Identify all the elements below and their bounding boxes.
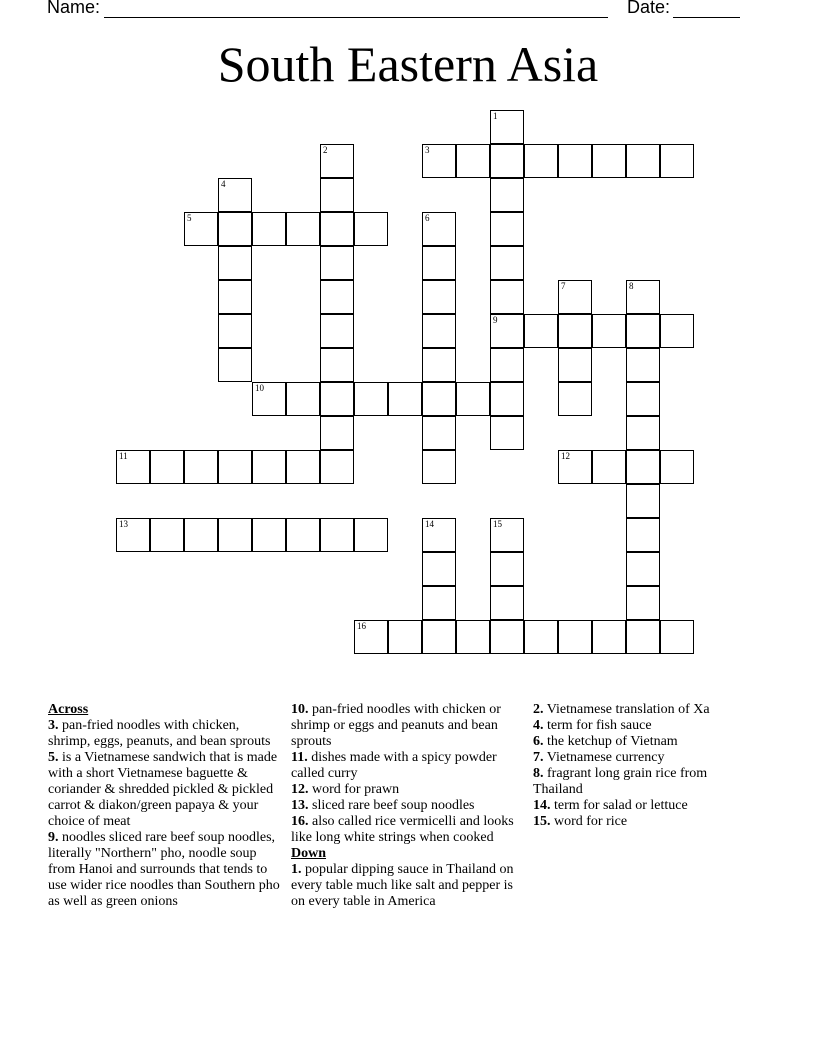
grid-cell[interactable] [252, 518, 286, 552]
page-title: South Eastern Asia [217, 36, 599, 92]
grid-cell[interactable] [524, 314, 558, 348]
grid-cell[interactable] [184, 450, 218, 484]
clue-column-2 [291, 702, 521, 910]
grid-cell[interactable] [626, 348, 660, 382]
grid-cell[interactable] [320, 212, 354, 246]
grid-cell[interactable] [660, 314, 694, 348]
clue-number: 15 [493, 519, 502, 529]
grid-cell[interactable] [422, 552, 456, 586]
grid-cell[interactable] [150, 518, 184, 552]
grid-cell[interactable] [422, 212, 456, 246]
grid-cell[interactable] [320, 314, 354, 348]
grid-cell[interactable] [490, 586, 524, 620]
grid-cell[interactable] [422, 518, 456, 552]
clue-number: 3 [425, 145, 430, 155]
clue-item: 10. pan-fried noodles with chicken or shrimp or eggs and peanuts and bean sprouts [291, 702, 501, 749]
grid-cell[interactable] [286, 212, 320, 246]
clue-number: 6 [425, 213, 430, 223]
grid-cell[interactable] [490, 382, 524, 416]
grid-cell[interactable] [558, 280, 592, 314]
grid-cell[interactable] [626, 280, 660, 314]
clue-number-label: 16. [291, 814, 309, 829]
grid-cell[interactable] [422, 314, 456, 348]
grid-cell[interactable] [354, 620, 388, 654]
grid-cell[interactable] [626, 586, 660, 620]
clue-number-label: 7. [533, 750, 544, 765]
grid-cell[interactable] [422, 246, 456, 280]
clue-number: 4 [221, 179, 226, 189]
grid-cell[interactable] [626, 620, 660, 654]
clue-number: 5 [187, 213, 192, 223]
clue-item: 6. the ketchup of Vietnam [533, 734, 678, 749]
grid-cell[interactable] [218, 280, 252, 314]
clue-number-label: 13. [291, 798, 309, 813]
clue-number: 14 [425, 519, 434, 529]
grid-cell[interactable] [626, 382, 660, 416]
clue-number: 8 [629, 281, 634, 291]
clue-number-label: 12. [291, 782, 309, 797]
grid-cell[interactable] [218, 246, 252, 280]
clue-number: 16 [357, 621, 366, 631]
grid-cell[interactable] [320, 280, 354, 314]
clue-number: 12 [561, 451, 570, 461]
grid-cell[interactable] [592, 450, 626, 484]
clue-column-3 [533, 702, 753, 830]
grid-cell[interactable] [558, 144, 592, 178]
clue-number: 11 [119, 451, 128, 461]
clue-number-label: 10. [291, 702, 309, 717]
clue-item: 15. word for rice [533, 814, 628, 829]
grid-cell[interactable] [558, 620, 592, 654]
grid-cell[interactable] [660, 144, 694, 178]
grid-cell[interactable] [558, 382, 592, 416]
clue-number-label: 9. [48, 830, 59, 845]
grid-cell[interactable] [218, 450, 252, 484]
grid-cell[interactable] [422, 586, 456, 620]
grid-cell[interactable] [490, 348, 524, 382]
grid-cell[interactable] [422, 416, 456, 450]
grid-cell[interactable] [422, 280, 456, 314]
grid-cell[interactable] [626, 552, 660, 586]
clue-number: 1 [493, 111, 498, 121]
grid-cell[interactable] [456, 144, 490, 178]
grid-cell[interactable] [116, 518, 150, 552]
clue-column-1 [48, 702, 280, 910]
grid-cell[interactable] [456, 382, 490, 416]
grid-cell[interactable] [626, 144, 660, 178]
clue-item: 9. noodles sliced rare beef soup noodles, literally "Northern" pho, noodle soup from Hanoi and surrounds that tends to use wider rice noodles than Southern pho as well as green onions [48, 830, 280, 909]
grid-cell[interactable] [660, 620, 694, 654]
clue-item: 12. word for prawn [291, 782, 400, 797]
grid-cell[interactable] [490, 110, 524, 144]
grid-cell[interactable] [490, 416, 524, 450]
clue-number: 10 [255, 383, 264, 393]
grid-cell[interactable] [184, 212, 218, 246]
grid-cell[interactable] [558, 314, 592, 348]
grid-cell[interactable] [218, 348, 252, 382]
grid-cell[interactable] [490, 314, 524, 348]
grid-cell[interactable] [354, 382, 388, 416]
clue-number-label: 8. [533, 766, 544, 781]
grid-cell[interactable] [320, 382, 354, 416]
grid-cell[interactable] [354, 518, 388, 552]
grid-cell[interactable] [184, 518, 218, 552]
clue-item: 11. dishes made with a spicy powder called curry [291, 750, 497, 781]
grid-cell[interactable] [422, 620, 456, 654]
grid-cell[interactable] [490, 212, 524, 246]
grid-cell[interactable] [388, 382, 422, 416]
grid-cell[interactable] [524, 144, 558, 178]
grid-cell[interactable] [320, 450, 354, 484]
clue-item: 13. sliced rare beef soup noodles [291, 798, 475, 813]
grid-cell[interactable] [252, 212, 286, 246]
grid-cell[interactable] [490, 246, 524, 280]
grid-cell[interactable] [252, 450, 286, 484]
grid-cell[interactable] [320, 416, 354, 450]
grid-cell[interactable] [252, 382, 286, 416]
clue-number: 2 [323, 145, 328, 155]
grid-cell[interactable] [490, 178, 524, 212]
grid-cell[interactable] [320, 518, 354, 552]
clue-number-label: 14. [533, 798, 551, 813]
grid-cell[interactable] [286, 382, 320, 416]
clue-item: 7. Vietnamese currency [533, 750, 665, 765]
grid-cell[interactable] [422, 144, 456, 178]
clue-number-label: 6. [533, 734, 544, 749]
down-heading: Down [291, 846, 327, 861]
grid-cell[interactable] [490, 144, 524, 178]
grid-cell[interactable] [626, 416, 660, 450]
grid-cell[interactable] [422, 382, 456, 416]
clue-item: 16. also called rice vermicelli and looks like long white strings when cooked [291, 814, 514, 845]
grid-cell[interactable] [592, 620, 626, 654]
grid-cell[interactable] [286, 450, 320, 484]
grid-cell[interactable] [218, 178, 252, 212]
grid-cell[interactable] [354, 212, 388, 246]
grid-cell[interactable] [320, 178, 354, 212]
grid-cell[interactable] [116, 450, 150, 484]
grid-cell[interactable] [626, 450, 660, 484]
grid-cell[interactable] [626, 518, 660, 552]
grid-cell[interactable] [626, 484, 660, 518]
grid-cell[interactable] [490, 552, 524, 586]
across-heading: Across [48, 702, 89, 717]
grid-cell[interactable] [422, 348, 456, 382]
clue-number-label: 15. [533, 814, 551, 829]
clue-item: 4. term for fish sauce [533, 718, 652, 733]
grid-cell[interactable] [524, 620, 558, 654]
clue-item: 5. is a Vietnamese sandwich that is made with a short Vietnamese baguette & coriander & shredded pickled & pickled carrot & diakon/green papaya & your choice of meat [48, 750, 278, 829]
clue-item: 14. term for salad or lettuce [533, 798, 688, 813]
grid-cell[interactable] [320, 144, 354, 178]
grid-cell[interactable] [626, 314, 660, 348]
grid-cell[interactable] [388, 620, 422, 654]
grid-cell[interactable] [422, 450, 456, 484]
grid-cell[interactable] [558, 450, 592, 484]
grid-cell[interactable] [320, 246, 354, 280]
date-label: Date: [627, 0, 671, 17]
clue-item: 8. fragrant long grain rice from Thailand [533, 766, 708, 797]
clue-item: 3. pan-fried noodles with chicken, shrimp, eggs, peanuts, and bean sprouts [48, 718, 271, 749]
grid-cell[interactable] [490, 620, 524, 654]
clue-number: 13 [119, 519, 128, 529]
clue-item: 2. Vietnamese translation of Xa [533, 702, 710, 717]
clue-number-label: 5. [48, 750, 59, 765]
grid-cell[interactable] [558, 348, 592, 382]
grid-cell[interactable] [456, 620, 490, 654]
grid-cell[interactable] [592, 314, 626, 348]
grid-cell[interactable] [320, 348, 354, 382]
grid-cell[interactable] [660, 450, 694, 484]
clue-number-label: 4. [533, 718, 544, 733]
grid-cell[interactable] [218, 518, 252, 552]
grid-cell[interactable] [218, 314, 252, 348]
clue-number-label: 3. [48, 718, 59, 733]
grid-cell[interactable] [490, 518, 524, 552]
clue-item: 1. popular dipping sauce in Thailand on every table much like salt and pepper is on every table in America [291, 862, 514, 909]
clue-number: 9 [493, 315, 498, 325]
name-label: Name: [47, 0, 101, 17]
grid-cell[interactable] [150, 450, 184, 484]
clue-number-label: 11. [291, 750, 308, 765]
clue-number-label: 1. [291, 862, 302, 877]
grid-cell[interactable] [286, 518, 320, 552]
grid-cell[interactable] [490, 280, 524, 314]
clue-number: 7 [561, 281, 566, 291]
grid-cell[interactable] [592, 144, 626, 178]
grid-cell[interactable] [218, 212, 252, 246]
clue-number-label: 2. [533, 702, 544, 717]
